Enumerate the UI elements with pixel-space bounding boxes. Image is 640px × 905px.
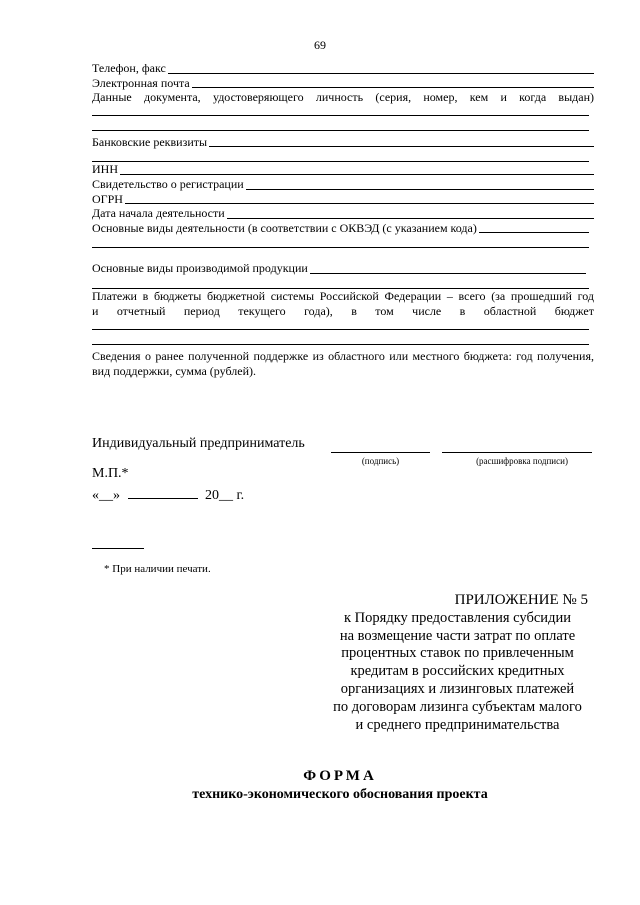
payments-label-line1: Платежи в бюджеты бюджетной системы Российской Федерации – всего (за прошедший год bbox=[92, 288, 594, 303]
footnote: * При наличии печати. bbox=[104, 563, 211, 575]
entrepreneur-label: Индивидуальный предприниматель bbox=[92, 436, 305, 451]
id-document-field-2[interactable] bbox=[92, 116, 589, 131]
date-month-field[interactable] bbox=[128, 486, 198, 499]
main-products-label: Основные виды производимой продукции bbox=[92, 261, 308, 276]
appendix-line: к Порядку предоставления субсидии bbox=[344, 609, 571, 626]
applicant-form bbox=[92, 61, 594, 378]
decoding-caption: (расшифровка подписи) bbox=[476, 456, 568, 466]
payments-field-1[interactable] bbox=[92, 318, 589, 330]
page-number: 69 bbox=[314, 38, 326, 52]
signature-block bbox=[92, 436, 602, 466]
appendix-line: процентных ставок по привлеченным bbox=[341, 645, 574, 662]
appendix-line: организациях и лизинговых платежей bbox=[340, 680, 575, 697]
main-activities-field-2[interactable] bbox=[92, 235, 589, 248]
ogrn-field[interactable] bbox=[125, 192, 594, 204]
ogrn-label: ОГРН bbox=[92, 191, 123, 206]
payments-label-line2: и отчетный период текущего года), в том числе в областной бюджет bbox=[92, 303, 594, 318]
activity-start-label: Дата начала деятельности bbox=[92, 206, 225, 221]
form-title bbox=[0, 767, 640, 804]
ogrn-row bbox=[92, 192, 594, 207]
main-products-field[interactable] bbox=[310, 262, 586, 274]
signature-decoding-field[interactable] bbox=[442, 452, 592, 453]
payments-field-2[interactable] bbox=[92, 330, 589, 345]
bank-details-field-2[interactable] bbox=[92, 149, 589, 162]
appendix-block bbox=[305, 592, 610, 734]
main-activities-row bbox=[92, 221, 594, 236]
bank-details-field[interactable] bbox=[209, 135, 594, 147]
main-activities-field[interactable] bbox=[479, 221, 589, 233]
signature-field[interactable] bbox=[331, 452, 430, 453]
appendix-line: на возмещение части затрат по оплате bbox=[339, 627, 576, 644]
form-title-heading: ФОРМА bbox=[303, 768, 377, 784]
date-day[interactable]: «__» bbox=[92, 488, 120, 503]
registration-field[interactable] bbox=[246, 178, 594, 190]
registration-label: Свидетельство о регистрации bbox=[92, 176, 244, 191]
main-products-row bbox=[92, 261, 594, 276]
id-document-label: Данные документа, удостоверяющего личность (серия, номер, кем и когда выдан) bbox=[92, 90, 594, 105]
inn-row bbox=[92, 162, 594, 177]
inn-label: ИНН bbox=[92, 162, 118, 177]
form-title-subheading: технико-экономического обоснования проекта bbox=[192, 787, 488, 802]
phone-fax-label: Телефон, факс bbox=[92, 61, 166, 75]
date-year[interactable]: 20__ г. bbox=[205, 488, 245, 503]
registration-row bbox=[92, 177, 594, 192]
previous-support-label-line1: Сведения о ранее полученной поддержке из областного или местного бюджета: год получения, bbox=[92, 349, 594, 364]
phone-fax-field[interactable] bbox=[168, 62, 594, 74]
previous-support-label-line2: вид поддержки, сумма (рублей). bbox=[92, 363, 257, 378]
email-label: Электронная почта bbox=[92, 75, 190, 90]
main-products-field-2[interactable] bbox=[92, 276, 589, 289]
seal-label: М.П.* bbox=[92, 466, 129, 481]
activity-start-field[interactable] bbox=[227, 207, 594, 219]
activity-start-row bbox=[92, 206, 594, 221]
phone-fax-row bbox=[92, 61, 594, 76]
appendix-line: кредитам в российских кредитных bbox=[350, 663, 565, 680]
appendix-line: по договорам лизинга субъектам малого bbox=[333, 698, 582, 715]
date-row bbox=[92, 486, 244, 504]
bank-details-row bbox=[92, 135, 594, 150]
appendix-title: ПРИЛОЖЕНИЕ № 5 bbox=[454, 592, 588, 608]
footnote-separator bbox=[92, 548, 144, 549]
id-document-field-1[interactable] bbox=[92, 105, 589, 116]
email-row bbox=[92, 76, 594, 91]
inn-field[interactable] bbox=[120, 163, 594, 175]
email-field[interactable] bbox=[192, 76, 594, 88]
signature-caption: (подпись) bbox=[361, 456, 400, 466]
main-activities-label: Основные виды деятельности (в соответствии с ОКВЭД (с указанием кода) bbox=[92, 220, 477, 235]
appendix-line: и среднего предпринимательства bbox=[355, 716, 560, 733]
bank-details-label: Банковские реквизиты bbox=[92, 134, 208, 149]
